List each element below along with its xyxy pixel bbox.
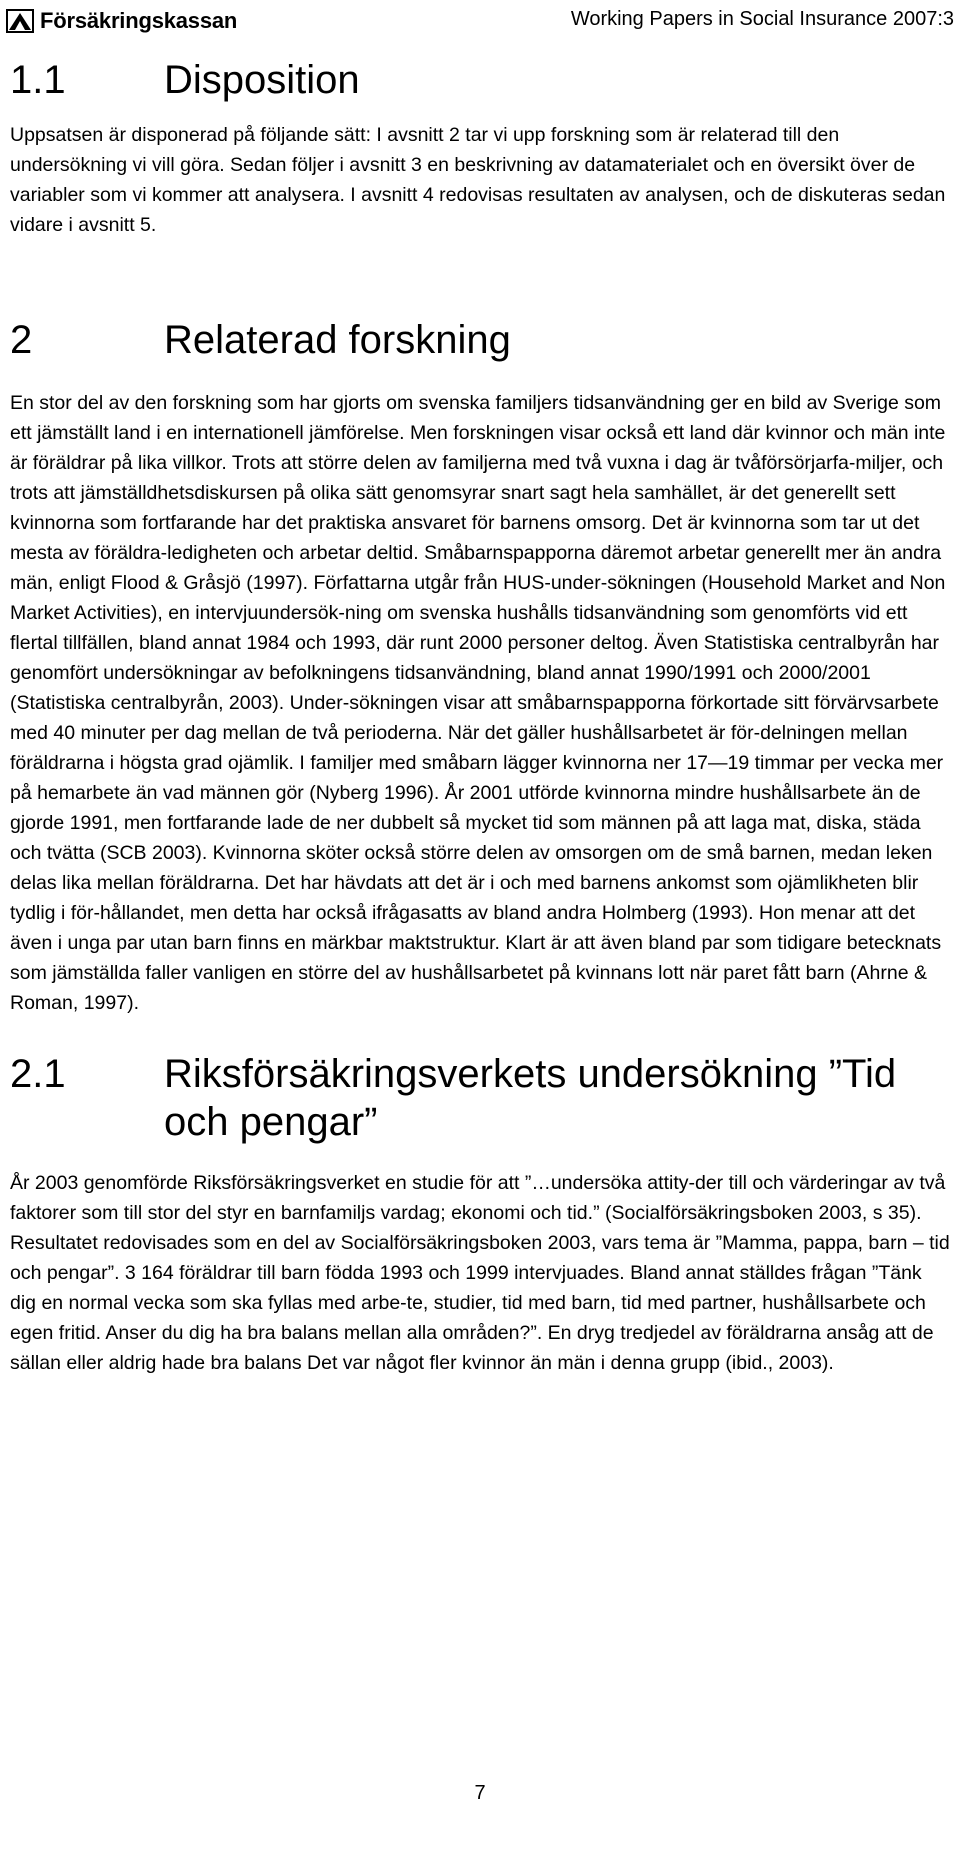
section-heading <box>10 1050 950 1146</box>
body-paragraph: Uppsatsen är disponerad på följande sätt: I avsnitt 2 tar vi upp forskning som är relaterad till den undersökning vi vill göra. Sedan följer i avsnitt 3 en beskrivning av datamaterialet och en översikt över de variabler som vi kommer att analysera. I avsnitt 4 redovisas resultaten av analysen, och de diskuteras sedan vidare i avsnitt 5. <box>10 124 946 236</box>
section-number: 1.1 <box>10 58 66 102</box>
section-title: Disposition <box>164 58 360 102</box>
section-number: 2 <box>10 318 33 362</box>
page-number: 7 <box>474 1782 486 1804</box>
section-related-research <box>10 316 950 1018</box>
logo <box>6 8 237 34</box>
page-header <box>0 0 960 40</box>
section-disposition <box>10 56 950 240</box>
section-title: Riksförsäkringsverkets undersökning ”Tid och pengar” <box>164 1052 897 1144</box>
section-survey <box>10 1050 950 1378</box>
logo-text: Försäkringskassan <box>40 8 238 33</box>
document-body <box>10 56 950 1378</box>
section-heading <box>10 56 950 104</box>
series-label: Working Papers in Social Insurance 2007:3 <box>570 8 954 30</box>
section-heading <box>10 316 950 364</box>
section-number: 2.1 <box>10 1052 66 1096</box>
body-paragraph: En stor del av den forskning som har gjorts om svenska familjers tidsanvändning ger en bild av Sverige som ett jämställt land i en internationell jämförelse. Men forskningen visar också ett land där kvinnor och män inte är föräldrar på lika villkor. Trots att större delen av familjerna med två vuxna i dag är tvåförsörjarfa-miljer, och trots att jämställdhetsdiskursen på olika sätt genomsyrar snart sagt hela samhället, är det generellt sett kvinnorna som fortfarande har det praktiska ansvaret för barnens omsorg. Det är kvinnorna som tar ut det mesta av föräldra-ledigheten och arbetar deltid. Småbarnspapporna däremot arbetar generellt mer än andra män, enligt Flood & Gråsjö (1997). Författarna utgår från HUS-under-sökningen (Household Market and Non Market Activities), en intervjuundersök-ning om svenska hushålls tidsanvändning som genomförts vid ett flertal tillfällen, bland annat 1984 och 1993, där runt 2000 personer deltog. Även Statistiska centralbyrån har genomfört undersökningar av befolkningens tidsanvändning, bland annat 1990/1991 och 2000/2001 (Statistiska centralbyrån, 2003). Under-sökningen visar att småbarnspapporna förkortade sitt förvärvsarbete med 40 minuter per dag mellan de två perioderna. När det gäller hushållsarbetet är för-delningen mellan föräldrarna i högsta grad ojämlik. I familjer med småbarn lägger kvinnorna ner 17—19 timmar per vecka mer på hemarbete än vad männen gör (Nyberg 1996). År 2001 utförde kvinnorna mindre hushållsarbete än de gjorde 1991, men fortfarande lade de ner dubbelt så mycket tid som männen på att laga mat, diska, städa och tvätta (SCB 2003). Kvinnorna sköter också större delen av omsorgen om de små barnen, medan leken delas lika mellan föräldrarna. Det har hävdats att det är i och med barnens ankomst som ojämlikheten blir tydlig i för-hållandet, men detta har också ifrågasatts av bland andra Holmberg (1993). Hon menar att det även i unga par utan barn finns en märkbar maktstruktur. Klart är att även bland par som tidigare betecknats som jämställda faller vanligen en större del av hushållsarbetet på kvinnans lott när paret fått barn (Ahrne & Roman, 1997). <box>10 392 946 1014</box>
section-title: Relaterad forskning <box>164 318 511 362</box>
body-paragraph: År 2003 genomförde Riksförsäkringsverket en studie för att ”…undersöka attity-der till och värderingar av två faktorer som till stor del styr en barnfamiljs vardag; ekonomi och tid.” (Socialförsäkringsboken 2003, s 35). Resultatet redovisades som en del av Socialförsäkringsboken 2003, vars tema är ”Mamma, pappa, barn – tid och pengar”. 3 164 föräldrar till barn födda 1993 och 1999 intervjuades. Bland annat ställdes frågan ”Tänk dig en normal vecka som ska fyllas med arbe-te, studier, tid med barn, tid med partner, hushållsarbete och egen fritid. Anser du dig ha bra balans mellan alla områden?”. En dryg tredjedel av föräldrarna ansåg att de sällan eller aldrig hade bra balans Det var något fler kvinnor än män i denna grupp (ibid., 2003). <box>10 1172 950 1374</box>
forsakringskassan-logo-icon <box>6 9 34 33</box>
